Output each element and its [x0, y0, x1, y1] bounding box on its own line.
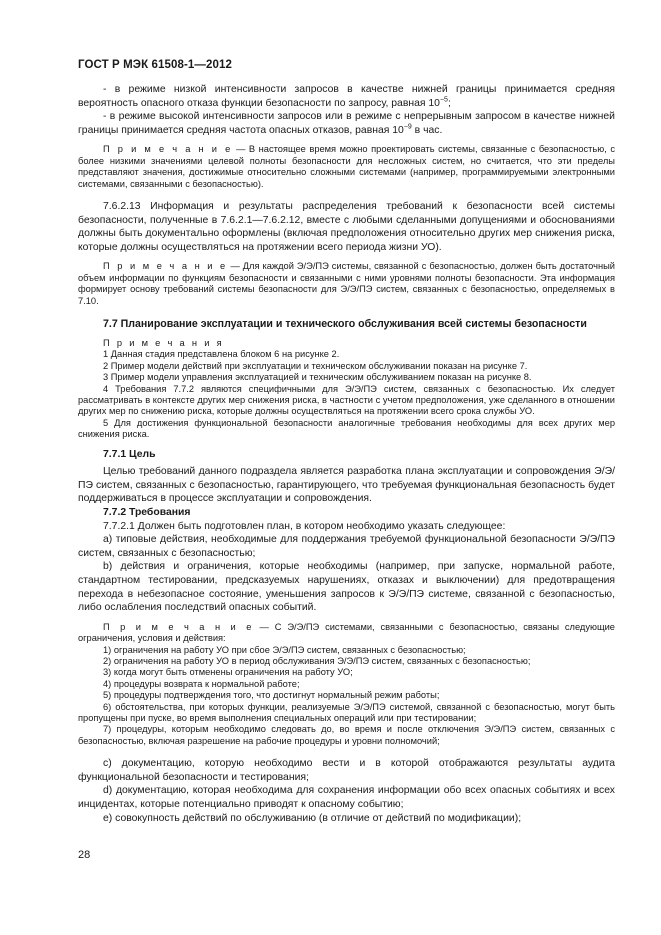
note-item-1: 1 Данная стадия представлена блоком 6 на рисунке 2.: [103, 349, 340, 360]
note-item-4: 4 Требования 7.7.2 являются специфичными для Э/Э/ПЭ систем, связанных с безопасностью. Их следует рассматривать в контексте других мер снижения риска, в частности с учетом предположения, уже сделанного в отношении других мер по снижению риска, которые должны осуществляться на протяжении всего срока службы УО.: [78, 383, 615, 417]
paragraph-text: Целью требований данного подраздела является разработка плана эксплуатации и сопровождения Э/Э/ПЭ систем, связанных с безопасностью, гарантирующего, что требуемая функциональная безопасность будет поддерживаться в процессе эксплуатации и сопровождения.: [78, 466, 615, 505]
notes-title: [78, 338, 615, 349]
note-text: — Для каждой Э/Э/ПЭ системы, связанной с безопасностью, должен быть достаточный объем информации по функциям безопасности и связанными с ними уровнями полноты безопасности. Эта информация формирует основу требований системы безопасности для Э/Э/ПЭ систем, связанных с безопасностью, определяемых в 7.10.: [78, 261, 615, 306]
subsection-heading-7-7-2: 7.7.2 Требования: [103, 507, 191, 519]
restriction-item-6: 6) обстоятельства, при которых функции, реализуемые Э/Э/ПЭ системой, связанной с безопасностью, могут быть пропущены при пуске, во время выполнения специальных операций или при тестировании;: [78, 701, 615, 724]
note-item-2: 2 Пример модели действий при эксплуатации и техническом обслуживании показан на рисунке 7.: [103, 360, 528, 371]
standard-header: ГОСТ Р МЭК 61508-1—2012: [78, 59, 232, 71]
note-safety-info: [78, 261, 615, 307]
notes-label: П р и м е ч а н и я: [103, 338, 224, 348]
note-text: — С Э/Э/ПЭ системами, связанными с безопасностью, связаны следующие ограничения, условия и действия:: [78, 621, 615, 644]
list-item-d: [78, 784, 615, 811]
document-page: [78, 58, 615, 825]
paragraph-text: e) совокупность действий по обслуживанию (в отличие от действий по модификации);: [103, 812, 522, 824]
section-heading-7-7: 7.7 Планирование эксплуатации и технического обслуживания всей системы безопасности: [103, 318, 587, 330]
paragraph-text: 7.7.2.1 Должен быть подготовлен план, в котором необходимо указать следующее:: [103, 520, 506, 532]
paragraph-text: - в режиме высокой интенсивности запросов или в режиме с непрерывным запросом в качестве нижней границы принимается средняя частота опасных отказов, равная $10^{-9}$ в час.: [78, 111, 615, 136]
list-item-a: [78, 533, 615, 560]
clause-7-7-2-1: [78, 520, 615, 534]
paragraph-text: a) типовые действия, необходимые для поддержания требуемой функциональной безопасности Э/Э/ПЭ систем, связанных с безопасностью;: [78, 534, 615, 559]
note-restrictions: [78, 622, 615, 645]
paragraph-text: 7.6.2.13 Информация и результаты распределения требований к безопасности всей системы безопасности, полученные в 7.6.2.1—7.6.2.12, вместе с любыми сделанными допущениями и обоснованиями должны быть документально оформлены (включая предположения относительно других мер снижения риска, которые должны осуществляться на протяжении всего периода жизни УО).: [78, 201, 615, 253]
paragraph-text: d) документацию, которая необходима для сохранения информации обо всех опасных событиях и всех инцидентах, которые потенциально приводят к опасному событию;: [78, 785, 615, 811]
note-item-5: 5 Для достижения функциональной безопасности аналогичные требования необходимы для всех других мер снижения риска.: [78, 417, 615, 440]
note-item-3: 3 Пример модели управления эксплуатацией и техническим обслуживанием показан на рисунке 8.: [103, 372, 532, 383]
restriction-item-4: 4) процедуры возврата к нормальной работе;: [103, 678, 300, 689]
note-label: П р и м е ч а н и е: [103, 261, 228, 272]
restriction-item-2: 2) ограничения на работу УО в период обслуживания Э/Э/ПЭ систем, связанных с безопасностью;: [103, 656, 531, 666]
restriction-item-3: 3) когда могут быть отменены ограничения на работу УО;: [103, 667, 353, 678]
paragraph-goal: [78, 465, 615, 506]
paragraph-low-demand: [78, 83, 615, 110]
note-label: П р и м е ч а н и е: [103, 144, 233, 155]
paragraph-high-demand: [78, 110, 615, 137]
note-label: П р и м е ч а н и е: [103, 621, 254, 632]
restriction-item-1: 1) ограничения на работу УО при сбое Э/Э/ПЭ систем, связанных с безопасностью;: [103, 644, 466, 655]
note-target-integrity: [78, 144, 615, 190]
note-text: — В настоящее время можно проектировать системы, связанные с безопасностью, с более низкими значениями целевой полноты безопасности для несложных систем, но считается, что эти пределы представляют значения, достижимые относительно сложными системами (например, программируемыми электронными системами, связанными с безопасностью).: [78, 144, 615, 189]
list-item-b: [78, 560, 615, 614]
paragraph-text: c) документацию, которую необходимо вести и в которой отображаются результаты аудита функциональной безопасности и тестирования;: [78, 758, 615, 783]
restriction-item-5: 5) процедуры подтверждения того, что достигнут нормальный режим работы;: [103, 690, 440, 701]
list-item-e: [78, 812, 615, 826]
page-number: 28: [78, 849, 91, 861]
subsection-heading-7-7-1: 7.7.1 Цель: [103, 448, 156, 460]
clause-7-6-2-13: [78, 200, 615, 254]
paragraph-text: b) действия и ограничения, которые необходимы (например, при запуске, нормальной работе, стандартном тестировании, предсказуемых нарушениях, отказах и выключении) для предотвращения перехода в небезопасное состояние, уменьшения запросов к Э/Э/ПЭ системе, связанной с безопасностью, либо ослабления последствий опасных событий.: [78, 561, 615, 614]
restriction-item-7: 7) процедуры, которым необходимо следовать до, во время и после отключения Э/Э/ПЭ систем, связанных с безопасностью, включая разрешение на рабочие процедуры и уровни полномочий;: [78, 724, 615, 746]
paragraph-text: - в режиме низкой интенсивности запросов в качестве нижней границы принимается средняя вероятность опасного отказа функции безопасности по запросу, равная $10^{-5}$;: [78, 84, 615, 109]
list-item-c: [78, 757, 615, 784]
